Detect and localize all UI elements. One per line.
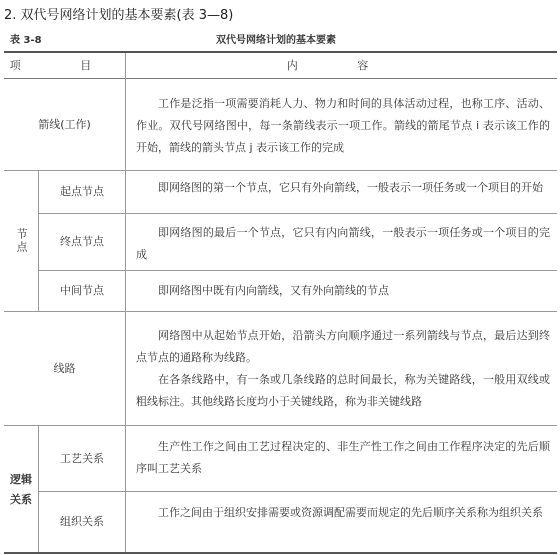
end-node-label: 终点节点	[60, 235, 104, 248]
section-heading: 2. 双代号网络计划的基本要素(表 3—8)	[4, 8, 234, 23]
table-title: 双代号网络计划的基本要素	[216, 35, 336, 46]
start-node-text: 即网络图的第一个节点，它只有外向箭线，一般表示一项任务或一个项目的开始	[158, 181, 543, 194]
craft-relation-text: 生产性工作之间由工艺过程决定的、非生产性工作之间由工作程序决定的先后顺序叫工艺关系	[136, 440, 550, 475]
org-relation-label: 组织关系	[60, 515, 104, 528]
org-relation-text: 工作之间由于组织安排需要或资源调配需要而规定的先后顺序关系称为组织关系	[158, 506, 543, 519]
table-number: 表 3-8	[10, 35, 42, 46]
end-node-text: 即网络图的最后一个节点，它只有内向箭线，一般表示一项任务或一个项目的完成	[136, 226, 550, 261]
mid-node-label: 中间节点	[60, 284, 104, 297]
mid-node-text: 即网络图中既有内向箭线，又有外向箭线的节点	[158, 284, 389, 297]
route-text	[136, 325, 550, 413]
craft-relation-label: 工艺关系	[60, 451, 104, 465]
route-paragraph-1: 网络图中从起始节点开始，沿箭头方向顺序通过一系列箭线与节点，最后达到终点节点的通路称为线路。	[136, 329, 550, 364]
arrow-label: 箭线(工作)	[38, 117, 91, 131]
arrow-text: 工作是泛指一项需要消耗人力、物力和时间的具体活动过程，也称工序、活动、作业。双代号网络图中，每一条箭线表示一项工作。箭线的箭尾节点 i 表示该工作的开始，箭线的箭头节点 j 表示该工作的完成	[136, 97, 550, 154]
logic-group-line-1: 逻辑	[10, 472, 32, 486]
route-paragraph-2: 在各条线路中，有一条或几条线路的总时间最长，称为关键路线，一般用双线或粗线标注。其他线路长度均小于关键线路，称为非关键线路	[136, 373, 550, 408]
header-content: 内 容	[286, 58, 397, 72]
logic-group-line-2: 关系	[10, 492, 32, 506]
header-item: 项 目	[9, 58, 120, 72]
start-node-label: 起点节点	[60, 185, 104, 198]
logic-group-label	[4, 426, 38, 553]
node-group-label: 节点	[15, 228, 28, 254]
route-label: 线路	[53, 361, 76, 375]
table-bottom-rule	[4, 552, 557, 554]
column-divider	[125, 53, 126, 553]
